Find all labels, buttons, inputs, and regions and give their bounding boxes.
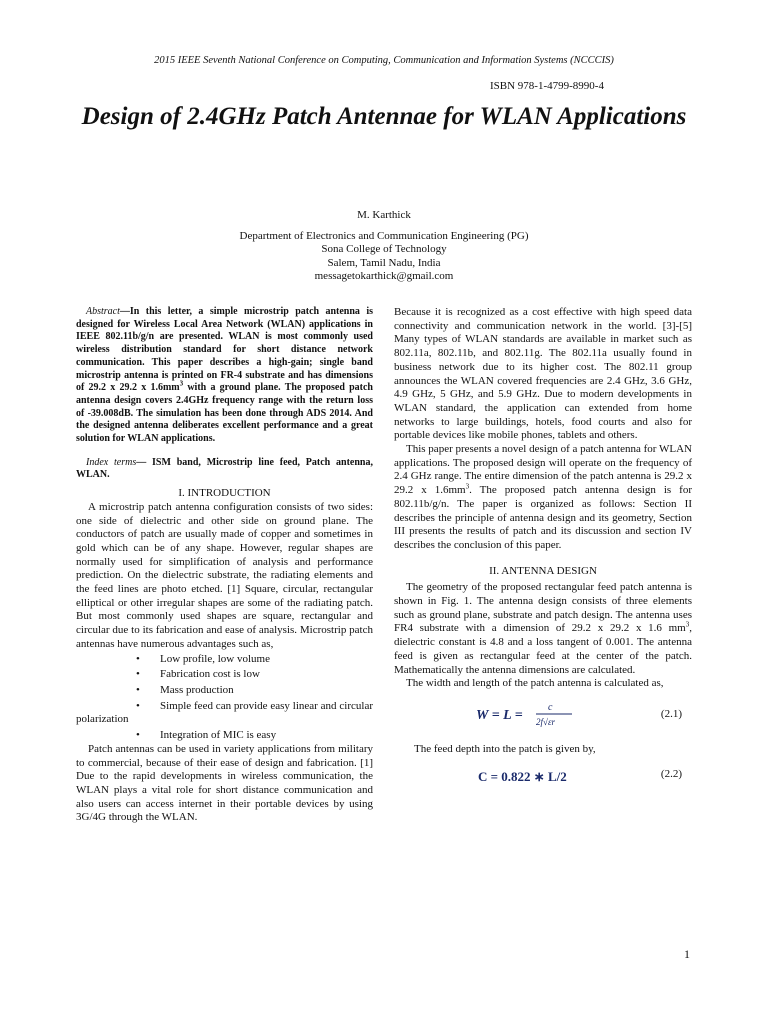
superscript: 3 bbox=[685, 620, 690, 629]
affiliation-line: Sona College of Technology bbox=[321, 243, 447, 256]
abstract-text-cont: with a ground plane. The proposed patch antenna design covers 2.4GHz frequency range with the return loss of -39.008dB. The simulation has been done through ADS 2014. And the designed antenna deliberates excellent performance and a great solution for WLAN applications. bbox=[76, 382, 373, 445]
section-heading-introduction: I. INTRODUCTION bbox=[178, 487, 271, 500]
eq1-numerator: c bbox=[548, 701, 553, 713]
abstract-text: —In this letter, a simple microstrip patch antenna is designed for Wireless Local Area Network (WLAN) applications in IEEE 802.11b/g/n are presented. WLAN is most commonly used wireless distribution standard for short distance network communication. This paper describes a high-gain; single band microstrip antenna is printed on FR-4 substrate and has dimensions of 29.2 x 29.2 x 1.6mm bbox=[76, 306, 373, 394]
eq2-text: C = 0.822 ∗ L/2 bbox=[478, 768, 567, 784]
advantages-list bbox=[76, 653, 373, 743]
index-terms-label: Index terms bbox=[86, 456, 137, 468]
bullet-icon: • bbox=[136, 699, 140, 712]
affiliation-line: Salem, Tamil Nadu, India bbox=[327, 256, 441, 269]
conference-header: 2015 IEEE Seventh National Conference on Computing, Communication and Information Systems (NCCCIS) bbox=[154, 55, 614, 66]
list-item: • Integration of MIC is easy bbox=[136, 729, 277, 742]
equation-number: (2.2) bbox=[660, 767, 682, 780]
superscript: 3 bbox=[465, 482, 470, 491]
isbn: ISBN 978-1-4799-8990-4 bbox=[490, 80, 604, 92]
list-item: • Simple feed can provide easy linear and circular polarization bbox=[76, 699, 373, 726]
page-number: 1 bbox=[684, 947, 690, 961]
right-column bbox=[394, 306, 692, 795]
equation-number: (2.1) bbox=[660, 707, 682, 720]
index-terms-text: — ISM band, Microstrip line feed, Patch antenna, WLAN. bbox=[76, 456, 373, 481]
section-heading-antenna-design: II. ANTENNA DESIGN bbox=[489, 564, 597, 577]
feed-depth-paragraph: The feed depth into the patch is given by, bbox=[414, 742, 596, 755]
author-block bbox=[0, 209, 768, 284]
list-item: • Fabrication cost is low bbox=[136, 668, 260, 681]
equation-2-2-formula bbox=[476, 765, 586, 789]
abstract-superscript: 3 bbox=[179, 379, 184, 388]
list-item: • Low profile, low volume bbox=[136, 652, 270, 665]
affiliation-line: Department of Electronics and Communication Engineering (PG) bbox=[239, 229, 529, 242]
equation-2-2 bbox=[394, 765, 692, 795]
abstract-label: Abstract bbox=[86, 306, 120, 317]
index-terms bbox=[76, 457, 373, 482]
author-name: M. Karthick bbox=[357, 209, 411, 221]
left-column bbox=[76, 306, 373, 825]
design-paragraph: The geometry of the proposed rectangular feed patch antenna is shown in Fig. 1. The antenna design consists of three elements such as ground plane, substrate and patch design. The antenna uses FR4 substrate with a dimension of 29.2 x 29.2 x 1.6 $mm^3$, dielectric constant is 4.8 and a loss tangent of 0.001. The antenna feed is given as rectangular feed at the center of the patch. Mathematically the antenna dimensions are calculated. bbox=[394, 581, 692, 676]
list-item: • Mass production bbox=[136, 683, 234, 696]
author-email: messagetokarthick@gmail.com bbox=[314, 270, 454, 283]
abstract bbox=[76, 306, 373, 446]
equation-2-1-formula bbox=[474, 697, 594, 731]
eq1-denominator: 2f√εr bbox=[536, 716, 555, 727]
paper-title: Design of 2.4GHz Patch Antennae for WLAN Applications bbox=[81, 103, 687, 130]
intro-paragraph-2: Patch antennas can be used in variety applications from military to commercial, because of their ease of design and fabrication. [1] Due to the rapid developments in wireless communication, the WLAN plays a vital role for short distance communication and also users can access internet in their portable devices by using 3G/4G through the WLAN. bbox=[76, 742, 373, 824]
width-length-paragraph: The width and length of the patch antenna is calculated as, bbox=[406, 677, 664, 690]
right-paragraph-2: This paper presents a novel design of a patch antenna for WLAN applications. The proposed design will operate on the frequency of 2.4 GHz range. The entire dimension of the patch antenna is 29.2 x 29.2 x $1.6mm^3$. The proposed patch antenna design is for 802.11b/g/n. The paper is organized as follows: Section II describes the principle of antenna design and its geometry, Section III presents the results of patch and its discussion and section IV describes the conclusion of this paper. bbox=[394, 443, 693, 551]
bullet-icon: • bbox=[136, 652, 140, 665]
equation-2-1 bbox=[394, 697, 692, 735]
right-paragraph-1: Because it is recognized as a cost effective with high speed data connectivity and communication network in the world. [3]-[5] Many types of WLAN standards are available in market such as 802.11a, 802.11b, and 802.11g. The 802.11a usually found in business network due to its higher cost. The 802.11 group announces the WLAN covered frequencies are 2.4 GHz, 3.6 GHz, 4.9 GHz, 5 GHz, and 5.9 GHz. Due to modern developments in WLAN standard, the application can extended from home networks to large buildings, hotels, food courts and also for portable devices like mobile phones, tablets and others. bbox=[394, 306, 692, 442]
intro-paragraph-1: A microstrip patch antenna configuration consists of two sides: one side of dielectric and other side on ground plane. The conductors of patch are usually made of copper and sometimes in gold which can be of any shape. However, regular shapes are normally used for simplification of analysis and performance prediction. On the dielectric substrate, the radiating elements and the feed lines are photo etched. [1] Square, circular, rectangular elliptical or other irregular shapes are some of the radiating patch. But most commonly used shapes are square, rectangular and circular due to its fabrication and ease of analysis. Microstrip patch antennas have numerous advantages such as, bbox=[76, 500, 373, 650]
bullet-icon: • bbox=[136, 668, 140, 681]
eq1-lhs: W = L = bbox=[476, 707, 523, 723]
bullet-icon: • bbox=[136, 729, 140, 742]
bullet-icon: • bbox=[136, 683, 140, 696]
